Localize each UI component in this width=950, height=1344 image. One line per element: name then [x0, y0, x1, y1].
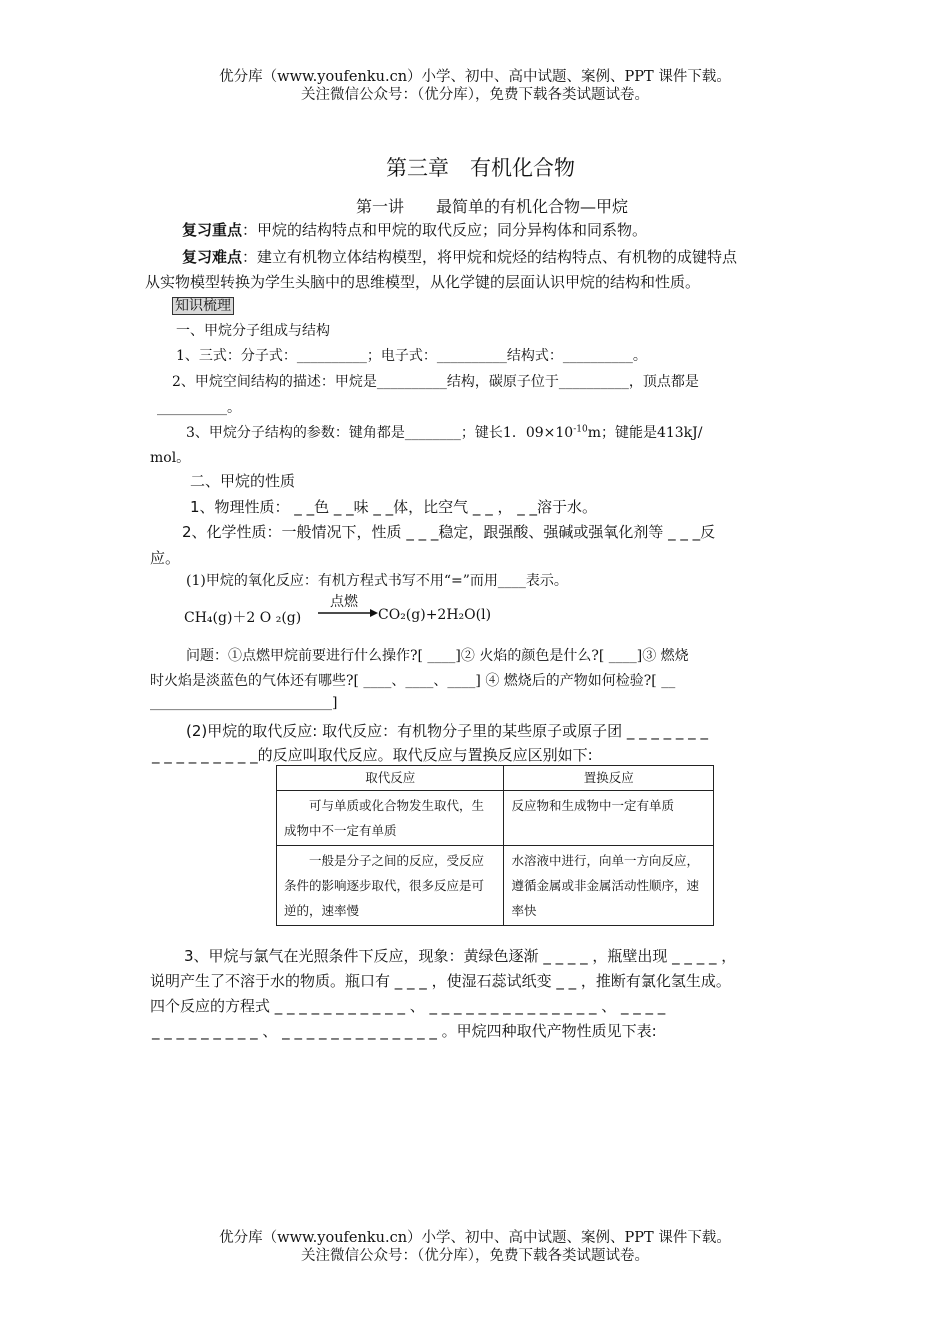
table-header: 置换反应: [504, 766, 714, 791]
table-cell: 反应物和生成物中一定有单质: [504, 791, 714, 846]
equation-lhs: CH₄(g)＋2 O ₂(g): [184, 610, 302, 626]
chlorination-line-2: 说明产生了不溶于水的物质。瓶口有 _ _ _ ，使湿石蕊试纸变 _ _ ，推断有氯化氢生成。: [150, 972, 731, 990]
table-cell: 一般是分子之间的反应，受反应条件的影响逐步取代，很多反应是可逆的，速率慢: [277, 846, 504, 926]
section1-item1: 1、三式：分子式：__________；电子式：__________结构式：__________。: [176, 348, 647, 364]
footer-line-1: 优分库（www.youfenku.cn）小学、初中、高中试题、案例、PPT 课件下载。: [219, 1230, 731, 1246]
oxidation-reaction: (1)甲烷的氧化反应：有机方程式书写不用“=”而用____表示。: [186, 573, 568, 589]
question-line-1: 问题：①点燃甲烷前要进行什么操作?[ ____]② 火焰的颜色是什么?[ ____]③ 燃烧: [186, 648, 689, 664]
difficulty-label: 复习难点: [182, 248, 243, 266]
item3-post: m；键能是413kJ/: [587, 425, 703, 441]
difficulty-text-continued: 从实物模型转换为学生头脑中的思维模型，从化学键的层面认识甲烷的结构和性质。: [145, 273, 701, 291]
section1-item3: [186, 422, 703, 442]
physical-properties: 1、物理性质： _ _色 _ _味 _ _体，比空气 _ _ ， _ _溶于水。: [190, 498, 597, 516]
focus-text: ：甲烷的结构特点和甲烷的取代反应；同分异构体和同系物。: [242, 221, 648, 239]
chemical-properties: 2、化学性质：一般情况下，性质 _ _ _稳定，跟强酸、强碱或强氧化剂等 _ _ _反: [182, 523, 716, 541]
section1-item2: 2、甲烷空间结构的描述：甲烷是__________结构，碳原子位于__________，顶点都是: [172, 374, 699, 390]
comparison-table: [276, 765, 714, 926]
substitution-definition: (2)甲烷的取代反应: 取代反应：有机物分子里的某些原子或原子团 _ _ _ _ _ _ _: [186, 722, 708, 740]
section1-item3-continued: mol。: [150, 450, 191, 466]
table-row: [277, 846, 714, 926]
table-header-row: [277, 766, 714, 791]
table-cell: 可与单质或化合物发生取代，生成物中不一定有单质: [277, 791, 504, 846]
footer-line-2: 关注微信公众号：（优分库），免费下载各类试题试卷。: [301, 1248, 649, 1264]
section1-heading: 一、甲烷分子组成与结构: [176, 323, 330, 339]
review-difficulty: [182, 246, 737, 267]
header-line-1: 优分库（www.youfenku.cn）小学、初中、高中试题、案例、PPT 课件下载。: [219, 69, 731, 85]
chemical-properties-continued: 应。: [150, 549, 181, 567]
equation-rhs: CO₂(g)+2H₂O(l): [378, 607, 492, 623]
section1-item2-continued: __________。: [157, 400, 241, 416]
reaction-arrow-icon: [318, 607, 378, 619]
substitution-definition-continued: _ _ _ _ _ _ _ _ _的反应叫取代反应。取代反应与置换反应区别如下:: [152, 746, 593, 764]
table-row: [277, 791, 714, 846]
chapter-title: 第三章 有机化合物: [386, 156, 575, 180]
chlorination-line-4: _ _ _ _ _ _ _ _ _ 、 _ _ _ _ _ _ _ _ _ _ _ _ _ 。甲烷四种取代产物性质见下表:: [152, 1022, 657, 1040]
question-line-2: 时火焰是淡蓝色的气体还有哪些?[ ____、____、____] ④ 燃烧后的产物如何检验?[ __: [150, 673, 676, 689]
header-line-2: 关注微信公众号：（优分库），免费下载各类试题试卷。: [301, 87, 649, 103]
section2-heading: 二、甲烷的性质: [190, 472, 296, 490]
difficulty-text: ：建立有机物立体结构模型，将甲烷和烷烃的结构特点、有机物的成键特点: [242, 248, 738, 266]
table-header: 取代反应: [277, 766, 504, 791]
question-line-3: __________________________]: [150, 695, 338, 711]
chlorination-line-1: 3、甲烷与氯气在光照条件下反应，现象：黄绿色逐渐 _ _ _ _ ，瓶壁出现 _ _ _ _ ，: [184, 947, 737, 965]
table-cell: 水溶液中进行，向单一方向反应，遵循金属或非金属活动性顺序，速率快: [504, 846, 714, 926]
lecture-subtitle: 第一讲 最简单的有机化合物—甲烷: [356, 197, 629, 216]
review-focus: [182, 219, 647, 240]
item3-pre: 3、甲烷分子结构的参数：键角都是________；键长1．09×10: [186, 425, 574, 441]
equation-condition: 点燃: [330, 594, 358, 610]
chlorination-line-3: 四个反应的方程式 _ _ _ _ _ _ _ _ _ _ _ 、 _ _ _ _ _ _ _ _ _ _ _ _ _ _ 、 _ _ _ _: [150, 997, 666, 1015]
focus-label: 复习重点: [182, 221, 243, 239]
item3-exponent: -10: [573, 424, 588, 435]
knowledge-tag: 知识梳理: [172, 297, 234, 315]
